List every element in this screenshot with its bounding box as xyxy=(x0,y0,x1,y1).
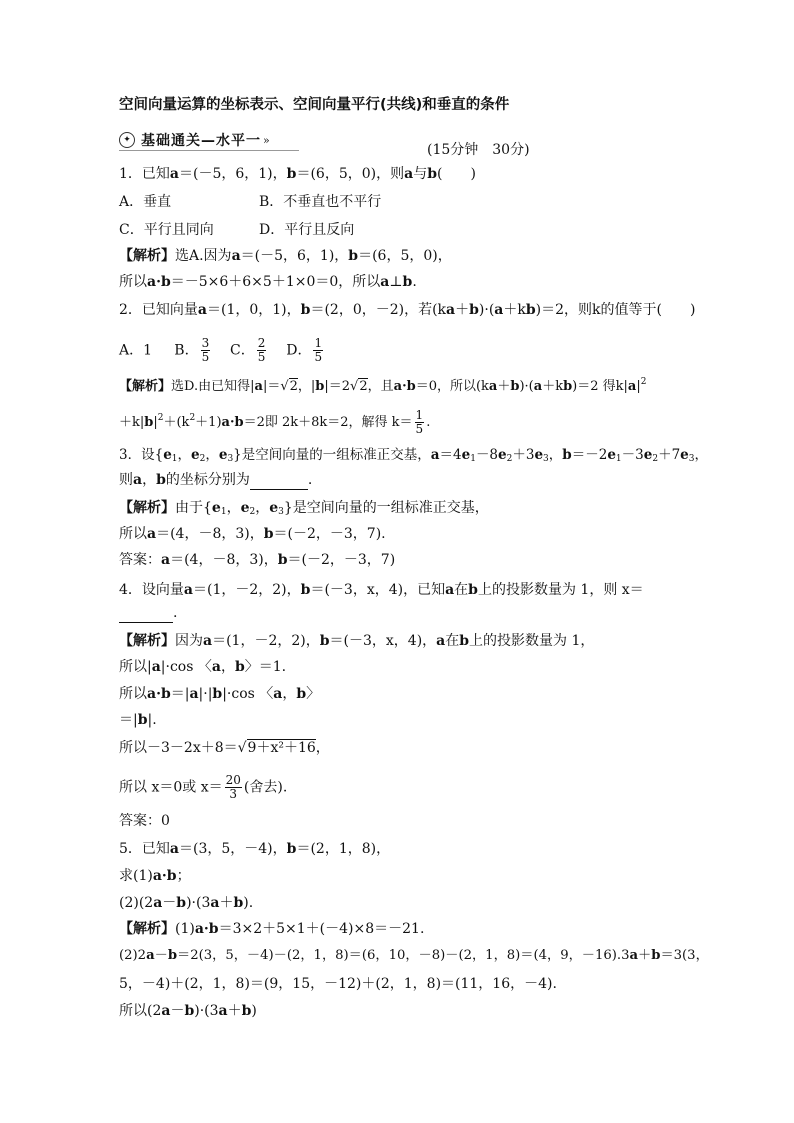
q3-stem-line2: 则a，b的坐标分别为 . xyxy=(119,472,313,488)
q5-stem: 5．已知a＝(3，5，－4)，b＝(2，1，8)， xyxy=(119,841,391,857)
q2-options: A．1 B． $\frac{3}{5}$ C． $\frac{2}{5}$ D． $\frac{1}{5}$ xyxy=(119,336,323,364)
q5-solution: 【解析】(1)a·b＝3×2＋5×1＋(－4)×8＝－21. xyxy=(119,921,425,937)
q4-solution-line6: 所以 x＝0或 x＝ $\frac{20}{3}$ (舍去). xyxy=(119,773,288,801)
q1-option-c: C．平行且同向 xyxy=(119,222,214,238)
q4-answer: 答案：0 xyxy=(119,813,170,829)
level-banner xyxy=(119,130,270,150)
q1-stem: 1．已知a＝(－5，6，1)，b＝(6，5，0)，则a与b( ) xyxy=(119,166,476,182)
time-score: (15分钟 30分) xyxy=(427,142,530,158)
answer-blank xyxy=(119,608,173,623)
q2-solution-line2: $+k|b|^2+(k^2+1)a\cdot b=2$即 2k＋8k＝2，解得 k＝ $\frac{1}{5}$ . xyxy=(119,408,431,436)
banner-label: 基础通关—水平一 xyxy=(141,133,261,149)
section-title: 空间向量运算的坐标表示、空间向量平行(共线)和垂直的条件 xyxy=(119,97,510,113)
q5-stem-part1: 求(1)a·b； xyxy=(119,868,191,884)
q4-solution-line2: 所以|a|·cos 〈a，b〉＝1. xyxy=(119,659,287,675)
q1-solution-line2: 所以a·b＝－5×6＋6×5＋1×0＝0，所以a⊥b. xyxy=(119,274,417,290)
q1-solution: 【解析】选A.因为a＝(－5，6，1)，b＝(6，5，0)， xyxy=(119,248,452,264)
q4-solution: 【解析】因为a＝(1，－2，2)，b＝(－3，x，4)，a在b上的投影数量为 1， xyxy=(119,633,595,649)
q4-stem: 4．设向量a＝(1，－2，2)，b＝(－3，x，4)，已知a在b上的投影数量为 1，则 x＝ xyxy=(119,582,644,598)
q4-solution-line4: ＝|b|. xyxy=(119,712,157,728)
q3-stem: 3．设{$e_1$，$e_2$，$e_3$}是空间向量的一组标准正交基，$a=4e_1-8e_2+3e_3$，$b=-2e_1-3e_2+7e_3$， xyxy=(119,447,708,464)
q1-option-d: D．平行且反向 xyxy=(259,222,355,238)
answer-blank xyxy=(250,475,308,490)
q3-solution-line2: 所以a＝(4，－8，3)，b＝(－2，－3，7). xyxy=(119,526,386,542)
lightbulb-icon: ✦ xyxy=(119,132,135,148)
q2-solution: 【解析】选D.由已知得|a|＝√2，|b|＝2√2，且a·b＝0，所以(ka＋b)·(a＋kb)＝2 得$k|a|^2$ xyxy=(119,377,647,394)
double-chevron-icon: » xyxy=(263,133,270,147)
q4-answer-blank-line: . xyxy=(119,603,177,623)
q5-stem-part2: (2)(2a－b)·(3a＋b). xyxy=(119,895,254,911)
q5-solution-line4: 所以(2a－b)·(3a＋b) xyxy=(119,1003,257,1019)
q5-solution-line3: 5，－4)＋(2，1，8)＝(9，15，－12)＋(2，1，8)＝(11，16，－4). xyxy=(119,976,557,992)
banner-divider xyxy=(119,150,299,151)
q3-solution: 【解析】由于{$e_1$，$e_2$，$e_3$}是空间向量的一组标准正交基， xyxy=(119,500,489,517)
q2-stem: 2．已知向量a＝(1，0，1)，b＝(2，0，－2)，若(ka＋b)·(a＋kb)＝2，则k的值等于( ) xyxy=(119,302,696,318)
q4-solution-line5: 所以－3－2x＋8＝√9＋x²＋16， xyxy=(119,740,330,756)
q5-solution-line2: (2)2a－b＝2(3，5，－4)－(2，1，8)＝(6，10，－8)－(2，1，8)＝(4，9，－16).3a＋b＝3(3， xyxy=(119,948,709,963)
q3-answer: 答案：a＝(4，－8，3)，b＝(－2，－3，7) xyxy=(119,552,396,568)
q1-option-b: B．不垂直也不平行 xyxy=(259,194,382,210)
q4-solution-line3: 所以a·b＝|a|·|b|·cos 〈a，b〉 xyxy=(119,686,321,702)
q1-option-a: A．垂直 xyxy=(119,194,172,210)
